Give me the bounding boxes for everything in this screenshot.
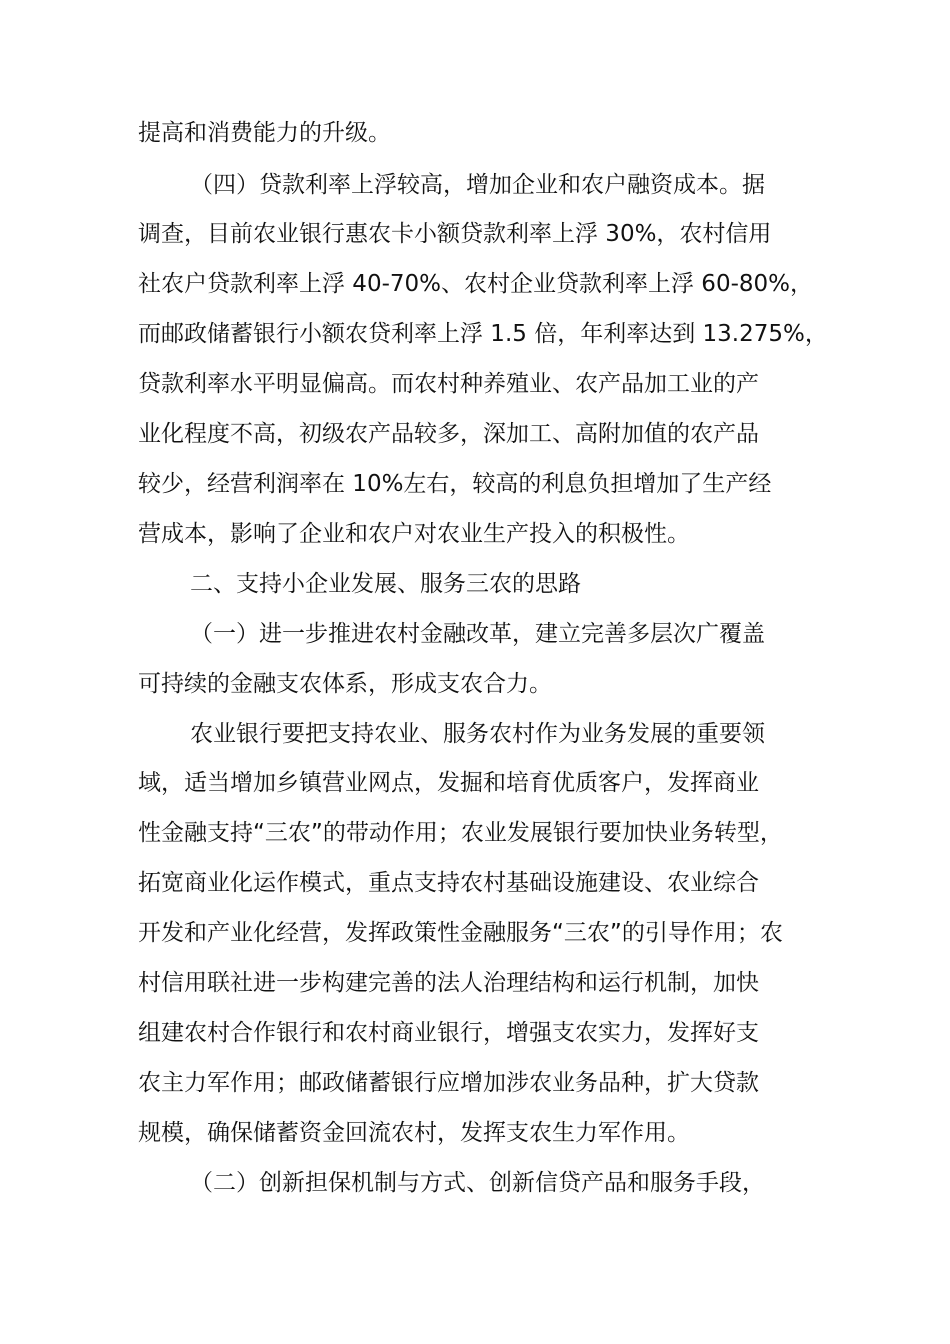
text-line-1: 提高和消费能力的升级。	[138, 120, 391, 146]
text-line-4: 社农户贷款利率上浮 40-70%、农村企业贷款利率上浮 60-80%，	[138, 271, 813, 297]
text-line-20: 农主力军作用；邮政储蓄银行应增加涉农业务品种，扩大贷款	[138, 1070, 759, 1096]
section-heading: 二、支持小企业发展、服务三农的思路	[190, 571, 581, 597]
text-line-19: 组建农村合作银行和农村商业银行，增强支农实力，发挥好支	[138, 1020, 759, 1046]
text-line-2: （四）贷款利率上浮较高，增加企业和农户融资成本。据	[190, 172, 765, 198]
text-line-16: 拓宽商业化运作模式，重点支持农村基础设施建设、农业综合	[138, 870, 759, 896]
text-line-21: 规模，确保储蓄资金回流农村，发挥支农生力军作用。	[138, 1120, 690, 1146]
text-line-9: 营成本，影响了企业和农户对农业生产投入的积极性。	[138, 521, 690, 547]
text-line-12: 可持续的金融支农体系，形成支农合力。	[138, 671, 552, 697]
text-line-14: 域，适当增加乡镇营业网点，发掘和培育优质客户，发挥商业	[138, 770, 759, 796]
text-line-7: 业化程度不高，初级农产品较多，深加工、高附加值的农产品	[138, 421, 759, 447]
text-line-6: 贷款利率水平明显偏高。而农村种养殖业、农产品加工业的产	[138, 371, 759, 397]
text-line-5: 而邮政储蓄银行小额农贷利率上浮 1.5 倍，年利率达到 13.275%，	[138, 321, 828, 347]
text-line-13: 农业银行要把支持农业、服务农村作为业务发展的重要领	[190, 721, 765, 747]
text-line-18: 村信用联社进一步构建完善的法人治理结构和运行机制，加快	[138, 970, 759, 996]
text-line-15: 性金融支持“三农”的带动作用；农业发展银行要加快业务转型，	[138, 820, 783, 846]
text-line-11: （一）进一步推进农村金融改革，建立完善多层次广覆盖	[190, 621, 765, 647]
text-line-22: （二）创新担保机制与方式、创新信贷产品和服务手段，	[190, 1170, 765, 1196]
text-line-8: 较少，经营利润率在 10%左右，较高的利息负担增加了生产经	[138, 471, 772, 497]
text-line-3: 调查，目前农业银行惠农卡小额贷款利率上浮 30%，农村信用	[138, 221, 772, 247]
text-line-17: 开发和产业化经营，发挥政策性金融服务“三农”的引导作用；农	[138, 920, 783, 946]
